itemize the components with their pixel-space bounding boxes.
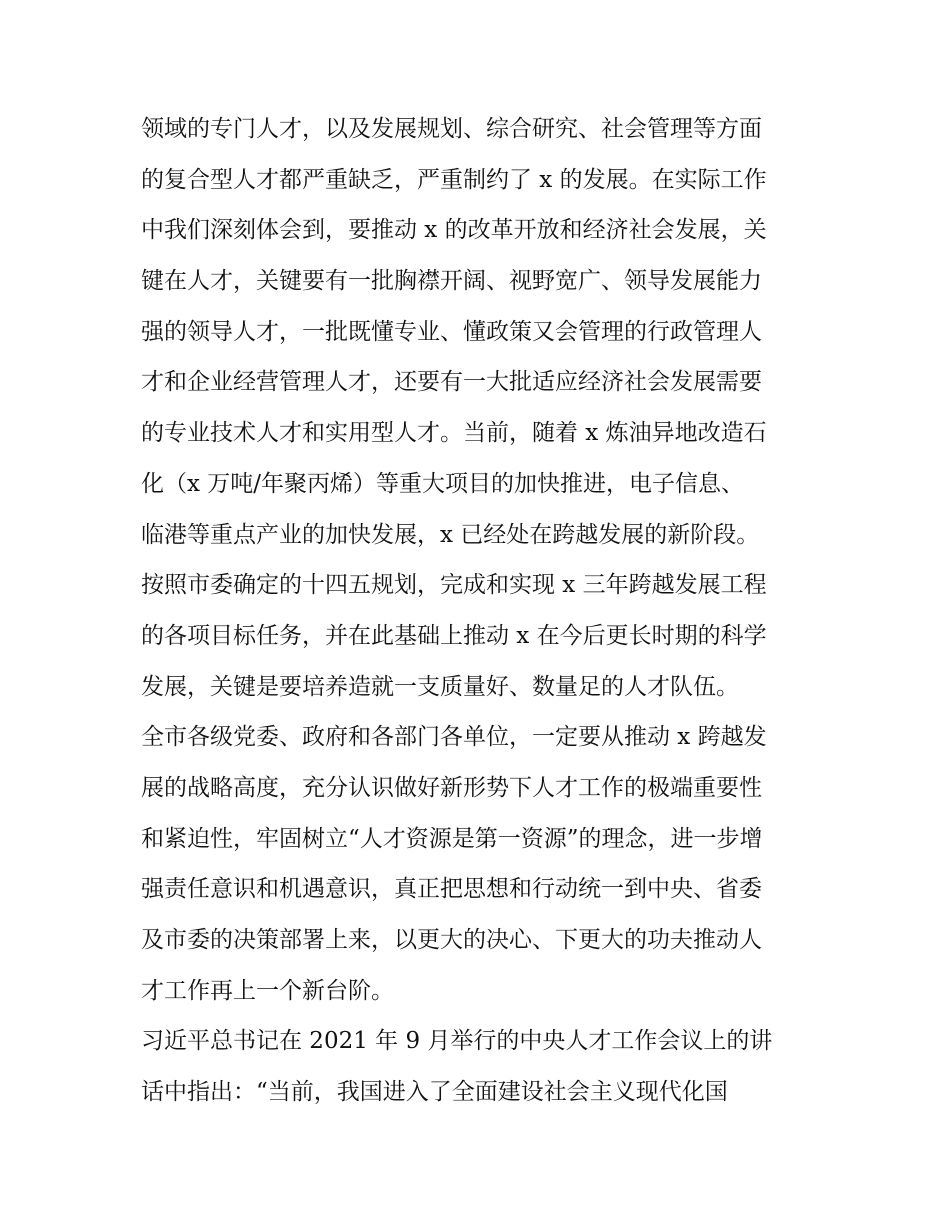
text-line: 的复合型人才都严重缺乏，严重制约了 x 的发展。在实际工作: [141, 166, 767, 193]
text-line: 中我们深刻体会到，要推动 x 的改革开放和经济社会发展，关: [141, 217, 767, 244]
text-line: 强责任意识和机遇意识，真正把思想和行动统一到中央、省委: [141, 876, 762, 903]
text-line: 及市委的决策部署上来，以更大的决心、下更大的功夫推动人: [141, 927, 762, 953]
text-line: 全市各级党委、政府和各部门各单位，一定要从推动 x 跨越发: [141, 724, 767, 751]
text-line: 键在人才，关键要有一批胸襟开阔、视野宽广、领导发展能力: [141, 268, 762, 295]
text-line: 才工作再上一个新台阶。: [141, 977, 394, 1004]
text-line: 和紧迫性，牢固树立“人才资源是第一资源”的理念，进一步增: [141, 825, 763, 852]
text-line: 的各项目标任务，并在此基础上推动 x 在今后更长时期的科学: [141, 622, 767, 649]
text-line: 才和企业经营管理人才，还要有一大批适应经济社会发展需要: [141, 369, 762, 396]
text-line: 发展，关键是要培养造就一支质量好、数量足的人才队伍。: [141, 673, 739, 700]
text-line: 的专业技术人才和实用型人才。当前，随着 x 炼油异地改造石: [141, 420, 767, 447]
text-line: 按照市委确定的十四五规划，完成和实现 x 三年跨越发展工程: [141, 572, 767, 599]
text-line: 领域的专门人才，以及发展规划、综合研究、社会管理等方面: [141, 116, 762, 142]
body-text: [141, 104, 831, 1118]
text-line: 展的战略高度，充分认识做好新形势下人才工作的极端重要性: [141, 774, 762, 801]
text-line: 习近平总书记在 2021 年 9 月举行的中央人才工作会议上的讲: [141, 1028, 773, 1055]
text-line: 化（x 万吨/年聚丙烯）等重大项目的加快推进，电子信息、: [141, 470, 745, 497]
text-line: 临港等重点产业的加快发展，x 已经处在跨越发展的新阶段。: [141, 521, 760, 548]
text-line: 强的领导人才，一批既懂专业、懂政策又会管理的行政管理人: [141, 318, 762, 345]
text-line: 话中指出：“当前，我国进入了全面建设社会主义现代化国: [141, 1079, 728, 1106]
